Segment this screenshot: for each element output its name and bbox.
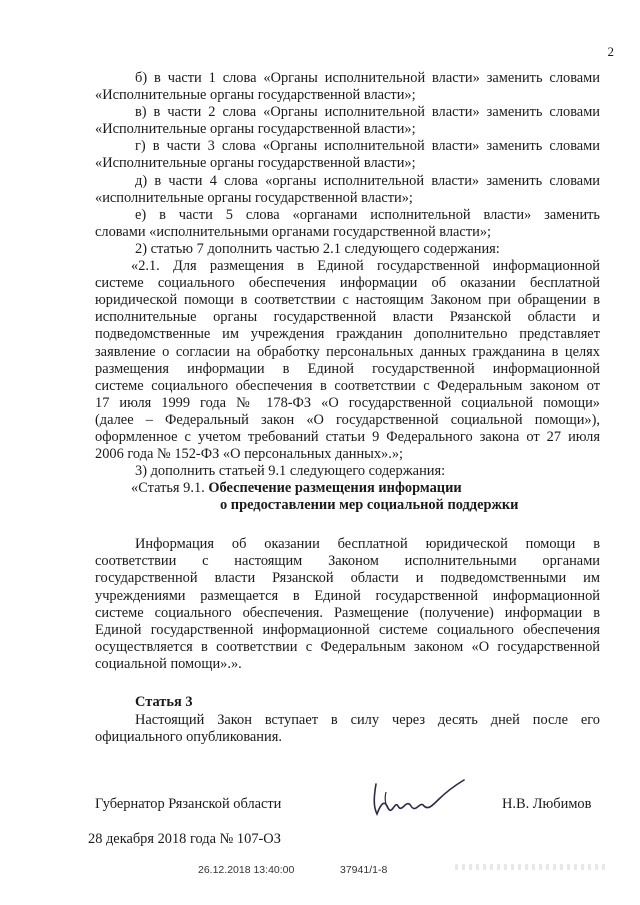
article-3-line1: Настоящий Закон вступает в силу через десять дней после его bbox=[135, 712, 600, 728]
faint-scan-mark bbox=[455, 864, 605, 870]
info-line: учреждениями размещается в Единой государственной информационной bbox=[95, 587, 600, 604]
text-line: в) в части 2 слова «Органы исполнительной власти» заменить словами bbox=[135, 104, 600, 121]
article-91-body bbox=[95, 536, 600, 674]
article-3-line2: официального опубликования. bbox=[95, 729, 282, 746]
article-91-prefix: «Статья 9.1. bbox=[131, 480, 205, 497]
text-line: 17 июля 1999 года № 178-ФЗ «О государственной социальной помощи» bbox=[95, 394, 600, 411]
article-91-title bbox=[95, 480, 600, 497]
info-line: социальной помощи».». bbox=[95, 656, 242, 673]
text-line: системе социального обеспечения информации об оказании бесплатной bbox=[95, 275, 600, 292]
text-line: исполнительные органы государственной власти Рязанской области и bbox=[95, 309, 600, 326]
text-line: подведомственные им учреждения гражданин дополнительно представляет bbox=[95, 326, 600, 343]
text-line: юридической помощи в соответствии с настоящим Законом при обращении в bbox=[95, 292, 600, 309]
text-line: е) в части 5 слова «органами исполнительной власти» заменить bbox=[135, 206, 600, 223]
text-line: «Исполнительные органы государственной власти»; bbox=[95, 121, 416, 138]
article-3-body bbox=[95, 712, 600, 746]
info-line: соответствии с настоящим Законом исполнительными органами bbox=[95, 553, 600, 570]
text-line: г) в части 3 слова «Органы исполнительной власти» заменить словами bbox=[135, 138, 600, 155]
article-3-heading: Статья 3 bbox=[135, 694, 193, 710]
text-line: заявление о согласии на обработку персональных данных гражданина в целях bbox=[95, 343, 600, 360]
article-91-title-line1: Обеспечение размещения информации bbox=[208, 480, 462, 497]
info-line: осуществляется в соответствии с Федеральным законом «О государственной bbox=[95, 639, 600, 656]
page-number: 2 bbox=[607, 44, 614, 59]
governor-title: Губернатор Рязанской области bbox=[95, 796, 282, 812]
text-line: словами «исполнительными органами государственной власти»; bbox=[95, 223, 492, 240]
handwritten-signature bbox=[368, 776, 468, 820]
registration-datetime: 26.12.2018 13:40:00 bbox=[198, 864, 295, 876]
text-line: оформленное с учетом требований статьи 9 Федерального закона от 27 июля bbox=[95, 428, 600, 445]
text-line: «2.1. Для размещения в Единой государственной информационной bbox=[131, 258, 600, 275]
law-date-number: 28 декабря 2018 года № 107-ОЗ bbox=[88, 831, 281, 847]
amendments-body bbox=[95, 70, 600, 514]
article-91-title-line2: о предоставлении мер социальной поддержки bbox=[220, 497, 519, 514]
text-line: «исполнительные органы государственной власти»; bbox=[95, 189, 413, 206]
info-line: системе социального обеспечения. Размещение (получение) информации в bbox=[95, 604, 600, 621]
text-line: размещения информации в Единой государственной информационной bbox=[95, 360, 600, 377]
text-line: «Исполнительные органы государственной власти»; bbox=[95, 155, 416, 172]
governor-name: Н.В. Любимов bbox=[502, 796, 592, 812]
info-line: государственной власти Рязанской области и подведомственными им bbox=[95, 570, 600, 587]
registration-code: 37941/1-8 bbox=[340, 864, 388, 876]
text-line: 2006 года № 152-ФЗ «О персональных данных».»; bbox=[95, 446, 404, 463]
text-line: 2) статью 7 дополнить частью 2.1 следующего содержания: bbox=[135, 240, 500, 257]
text-line: «Исполнительные органы государственной власти»; bbox=[95, 87, 416, 104]
text-line: (далее – Федеральный закон «О государственной социальной помощи»), bbox=[95, 411, 600, 428]
text-line: б) в части 1 слова «Органы исполнительной власти» заменить словами bbox=[135, 70, 600, 86]
info-line: Единой государственной информационной системе социального обеспечения bbox=[95, 622, 600, 639]
text-line: 3) дополнить статьей 9.1 следующего содержания: bbox=[135, 463, 446, 480]
text-line: д) в части 4 слова «органы исполнительной власти» заменить словами bbox=[135, 172, 600, 189]
info-line: Информация об оказании бесплатной юридической помощи в bbox=[135, 536, 600, 552]
text-line: системе социального обеспечения в соответствии с Федеральным законом от bbox=[95, 377, 600, 394]
